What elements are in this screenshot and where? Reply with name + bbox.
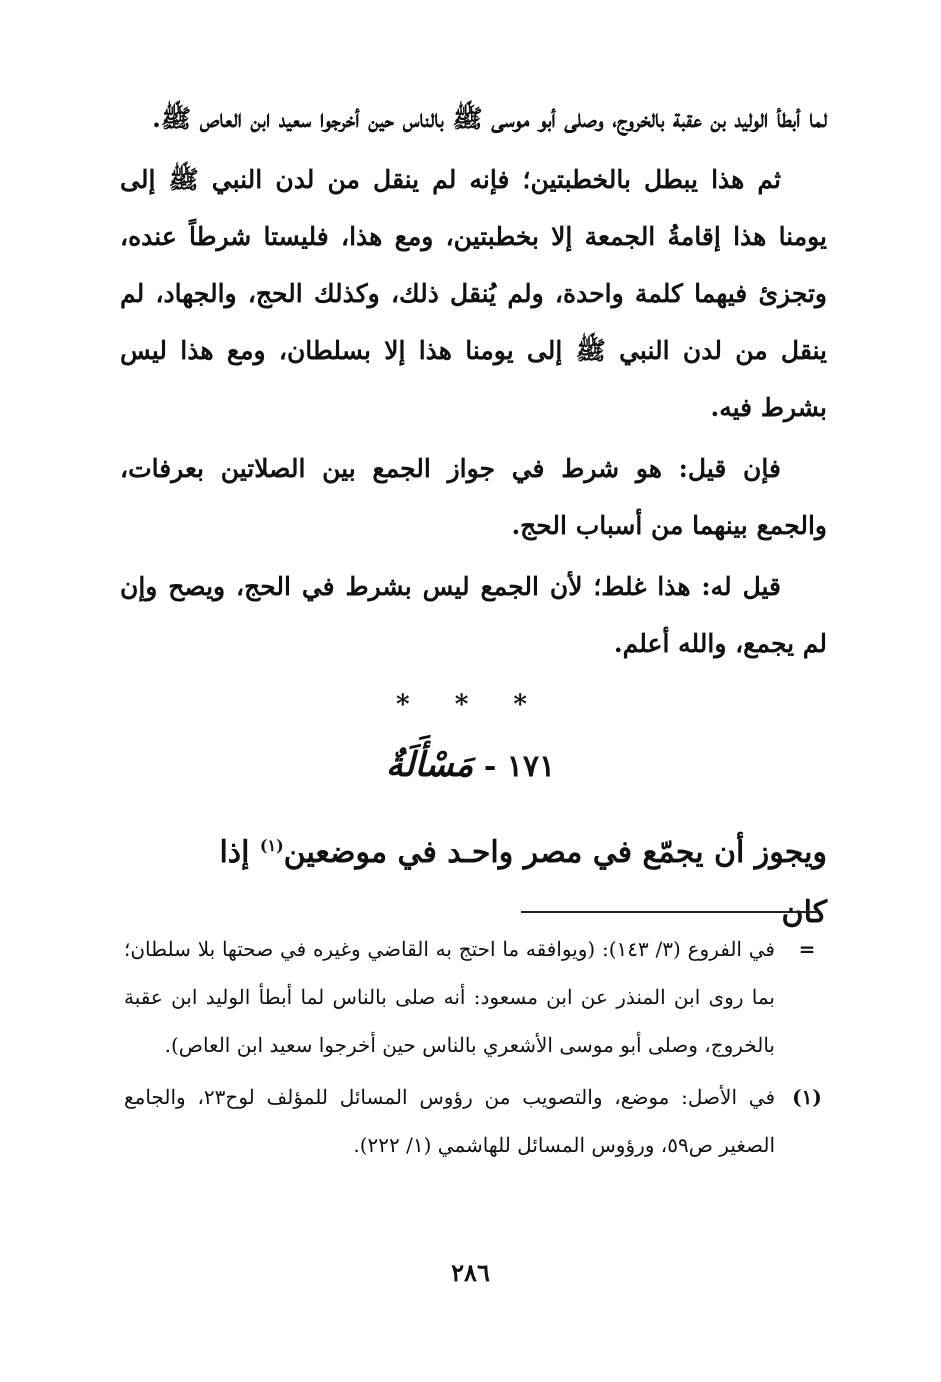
footnote-1	[124, 1073, 827, 1169]
section-separator: * * *	[396, 690, 545, 720]
footnotes	[124, 925, 827, 1173]
footnote-reference[interactable]: (١)	[259, 836, 284, 855]
page-number: ٢٨٦	[451, 1258, 490, 1287]
section-heading	[0, 745, 941, 785]
footnote-mark: =	[798, 937, 816, 961]
footnote-continued	[124, 925, 827, 1069]
paragraph-3: فإن قيل: هو شرط في جواز الجمع بين الصلاتين بعرفات، والجمع بينهما من أسباب الحج.	[120, 454, 827, 540]
paragraph-2: ثم هذا يبطل بالخطبتين؛ فإنه لم ينقل من لدن النبي ﷺ إلى يومنا هذا إقامةُ الجمعة إلا بخطبتين، ومع هذا، فليستا شرطاً عنده، وتجزئ فيهما كلمة واحدة، ولم يُنقل ذلك، وكذلك الحج، والجهاد، لم ينقل من لدن النبي ﷺ إلى يومنا هذا إلا بسلطان، ومع هذا ليس بشرط فيه.	[120, 165, 827, 422]
footnote-text: في الأصل: موضع، والتصويب من رؤوس المسائل للمؤلف لوح٢٣، والجامع الصغير ص٥٩، ورؤوس المسائل للهاشمي (١/ ٢٢٢).	[124, 1085, 776, 1157]
footnote-divider	[521, 911, 821, 913]
paragraph-1: لما أبطأ الوليد بن عقبة بالخروج، وصلى أبو موسى ﷺ بالناس حين أخرجوا سعيد ابن العاص ﷺ.	[152, 104, 827, 133]
question-text-continued: إذا كان	[219, 835, 827, 930]
footnote-text: في الفروع (٣/ ١٤٣): (ويوافقه ما احتج به القاضي وغيره في صحتها بلا سلطان؛ بما روى ابن المنذر عن ابن مسعود: أنه صلى بالناس لما أبطأ الوليد ابن عقبة بالخروج، وصلى أبو موسى الأشعري بالناس حين أخرجوا سعيد ابن العاص).	[124, 937, 775, 1057]
section-number: ١٧١ -	[483, 749, 556, 784]
question-text: ويجوز أن يجمّع في مصر واحـد في موضعين	[283, 835, 827, 870]
paragraph-4: قيل له: هذا غلط؛ لأن الجمع ليس بشرط في الحج، ويصح وإن لم يجمع، والله أعلم.	[120, 572, 827, 658]
main-text-block	[120, 90, 827, 676]
footnote-mark: (١)	[792, 1085, 822, 1109]
section-title: مَسْأَلَةٌ	[385, 745, 474, 785]
